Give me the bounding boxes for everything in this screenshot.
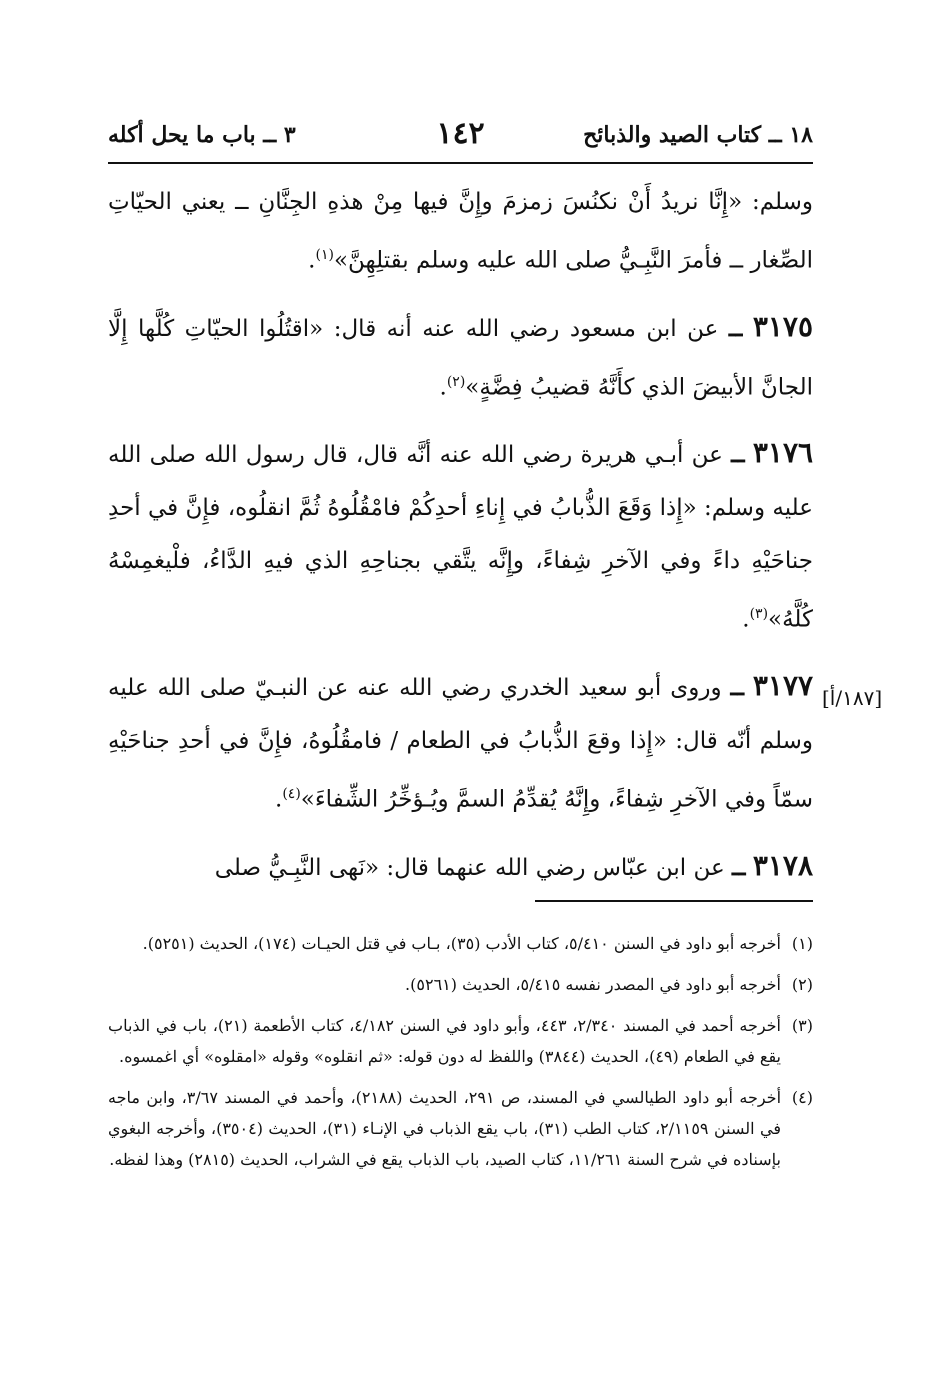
hadith-dash: ــ: [732, 853, 746, 881]
chapter-title: ١٨ ــ كتاب الصيد والذبائح: [583, 122, 813, 148]
footnote-text: أخرجه أحمد في المسند ٢/٣٤٠، ٤٤٣، وأبو داود في السنن ٤/١٨٢، كتاب الأطعمة (٢١)، باب في الذباب يقع في الطعام (٤٩)، الحديث (٣٨٤٤) واللفظ له دون قوله: «ثم انقلوه» وقوله «امقلوه» أي اغمسوه.: [108, 1016, 781, 1066]
hadith-3178: [108, 839, 813, 895]
footnote-rule: [535, 900, 813, 902]
main-text: [108, 176, 813, 907]
page-number: ١٤٢: [436, 116, 485, 151]
hadith-text: عن ابن عبّاس رضي الله عنهما قال: «نَهى النَّبِـيُّ صلى: [214, 854, 725, 881]
footnote: [108, 1082, 813, 1175]
paragraph-end: .: [275, 786, 283, 813]
footnote-marker: (٣): [791, 1016, 813, 1035]
running-header: [108, 116, 813, 158]
hadith-dash: ــ: [731, 441, 745, 469]
hadith-3175: [108, 300, 813, 415]
footnote-marker: (٤): [791, 1088, 813, 1107]
hadith-text: عن أبـي هريرة رضي الله عنه أنَّه قال، قال رسول الله صلى الله عليه وسلم: «إِذا وَقَعَ الذُّبابُ في إِناءِ أحدِكُمْ فامْقُلُوهُ ثُمَّ انقلُوه، فإِنَّ في أحدِ جناحَيْهِ داءً وفي الآخرِ شِفاءً، وإِنَّه يتَّقي بجناحِهِ الذي فيهِ الدَّاءُ، فلْيغمِسْهُ كُلَّهُ»: [108, 442, 814, 633]
paragraph-end: .: [308, 247, 316, 274]
footnote-text: أخرجه أبو داود في السنن ٥/٤١٠، كتاب الأدب (٣٥)، بـاب في قتل الحيـات (١٧٤)، الحديث (٥٢٥١).: [142, 934, 781, 953]
footnote: [108, 969, 813, 1000]
footnotes: [108, 928, 813, 1185]
hadith-text: عن ابن مسعود رضي الله عنه أنه قال: «اقتُلُوا الحيّاتِ كُلَّها إِلَّا الجانَّ الأبيضَ الذي كأَنَّهُ قضيبُ فِضَّةٍ»: [108, 315, 813, 401]
paragraph-end: .: [742, 606, 750, 633]
footnote: [108, 928, 813, 959]
manuscript-folio-ref: [١٨٧/أ]: [822, 686, 883, 710]
hadith-number: ٣١٧٧: [752, 668, 814, 702]
section-title: ٣ ــ باب ما يحل أكله: [108, 122, 296, 148]
hadith-dash: ــ: [730, 673, 744, 701]
hadith-dash: ــ: [728, 314, 743, 342]
hadith-number: ٣١٧٥: [752, 309, 813, 343]
paragraph-text: وسلم: «إِنَّا نريدُ أَنْ نكنُسَ زمزمَ وإِنَّ فيها مِنْ هذهِ الجِنَّانِ ــ يعني الحيّاتِ الصِّغار ــ فأمرَ النَّبِـيُّ صلى الله عليه وسلم بقتلِهِنَّ»: [108, 189, 813, 274]
footnote-text: أخرجه أبو داود في المصدر نفسه ٥/٤١٥، الحديث (٥٢٦١).: [405, 975, 781, 994]
footnote-ref: (٤): [282, 785, 301, 802]
header-rule: [108, 162, 813, 164]
hadith-text: وروى أبو سعيد الخدري رضي الله عنه عن النبـيّ صلى الله عليه وسلم أنّه قال: «إِذا وقعَ الذُّبابُ في الطعام / فامقُلُوهُ، فإِنَّ في أحدِ جناحَيْهِ سمّاً وفي الآخرِ شِفاءً، وإِنَّهُ يُقدِّمُ السمَّ ويُـؤخِّرُ الشِّفاءَ»: [108, 674, 813, 813]
paragraph-end: .: [439, 374, 447, 401]
hadith-number: ٣١٧٦: [752, 436, 814, 470]
hadith-number: ٣١٧٨: [752, 848, 813, 882]
footnote-ref: (٣): [749, 606, 769, 623]
footnote-marker: (١): [791, 934, 813, 953]
hadith-3177: [108, 659, 813, 827]
footnote-marker: (٢): [791, 975, 813, 994]
footnote-ref: (١): [315, 247, 334, 263]
footnote-text: أخرجه أبو داود الطيالسي في المسند، ص ٢٩١، الحديث (٢١٨٨)، وأحمد في المسند ٣/٦٧، وابن ماجه في السنن ٢/١١٥٩، كتاب الطب (٣١)، باب يقع الذباب في الإنـاء (٣١)، الحديث (٣٥٠٤)، وأخرجه البغوي بإسناده في شرح السنة ١١/٢٦١، كتاب الصيد، باب الذباب يقع في الشراب، الحديث (٢٨١٥) وهذا لفظه.: [108, 1088, 782, 1169]
footnote: [108, 1010, 813, 1072]
hadith-3176: [108, 426, 813, 647]
footnote-ref: (٢): [446, 373, 466, 390]
paragraph-continuation: [108, 176, 813, 288]
